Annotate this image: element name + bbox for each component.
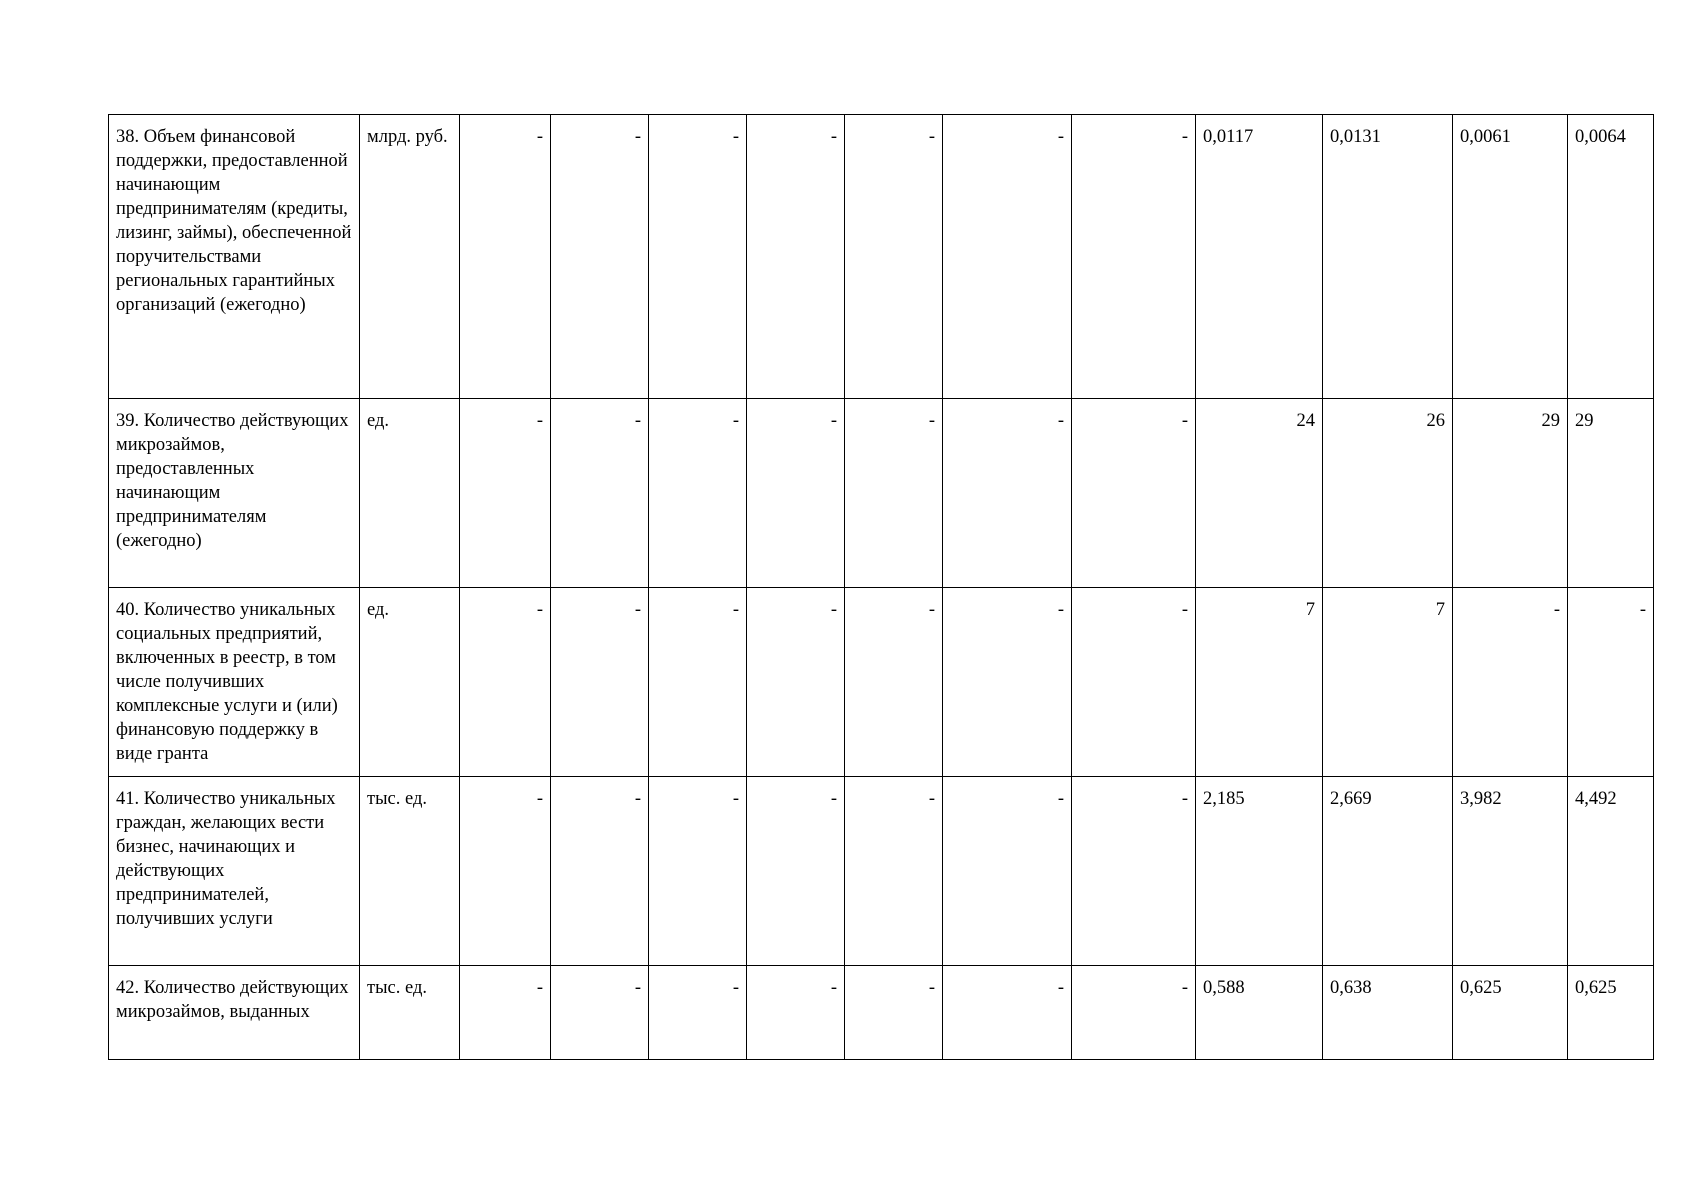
unit-cell: ед.: [360, 588, 460, 777]
unit-cell: млрд. руб.: [360, 115, 460, 399]
value-cell: 2,185: [1196, 777, 1323, 966]
value-cell: -: [845, 399, 943, 588]
value-cell: 29: [1453, 399, 1568, 588]
value-cell: 0,625: [1568, 966, 1654, 1060]
value-cell: 3,982: [1453, 777, 1568, 966]
value-cell: 29: [1568, 399, 1654, 588]
value-cell: 0,0117: [1196, 115, 1323, 399]
value-cell: 2,669: [1323, 777, 1453, 966]
value-cell: -: [943, 115, 1072, 399]
table-row: [109, 115, 1654, 399]
value-cell: -: [747, 115, 845, 399]
value-cell: -: [747, 399, 845, 588]
value-cell: 0,0061: [1453, 115, 1568, 399]
value-cell: -: [747, 966, 845, 1060]
value-cell: -: [1072, 399, 1196, 588]
indicator-cell: 41. Количество уникальных граждан, желающих вести бизнес, начинающих и действующих предпринимателей, получивших услуги: [109, 777, 360, 966]
value-cell: 0,625: [1453, 966, 1568, 1060]
indicator-cell: 40. Количество уникальных социальных предприятий, включенных в реестр, в том числе получивших комплексные услуги и (или) финансовую поддержку в виде гранта: [109, 588, 360, 777]
indicator-cell: 42. Количество действующих микрозаймов, выданных: [109, 966, 360, 1060]
value-cell: 0,638: [1323, 966, 1453, 1060]
value-cell: -: [943, 588, 1072, 777]
value-cell: -: [1072, 966, 1196, 1060]
value-cell: -: [551, 966, 649, 1060]
table-row: [109, 966, 1654, 1060]
value-cell: 0,0064: [1568, 115, 1654, 399]
value-cell: 7: [1323, 588, 1453, 777]
value-cell: -: [551, 115, 649, 399]
value-cell: -: [460, 966, 551, 1060]
value-cell: -: [845, 966, 943, 1060]
value-cell: -: [747, 777, 845, 966]
value-cell: -: [460, 115, 551, 399]
unit-cell: ед.: [360, 399, 460, 588]
table-row: [109, 399, 1654, 588]
value-cell: -: [1072, 777, 1196, 966]
value-cell: -: [551, 777, 649, 966]
value-cell: -: [943, 966, 1072, 1060]
table-row: [109, 588, 1654, 777]
value-cell: -: [845, 777, 943, 966]
value-cell: 4,492: [1568, 777, 1654, 966]
value-cell: -: [460, 777, 551, 966]
value-cell: -: [460, 399, 551, 588]
value-cell: -: [943, 777, 1072, 966]
indicator-cell: 39. Количество действующих микрозаймов, предоставленных начинающим предпринимателям (ежегодно): [109, 399, 360, 588]
value-cell: -: [845, 115, 943, 399]
value-cell: 24: [1196, 399, 1323, 588]
indicators-table: [108, 114, 1654, 1060]
value-cell: 26: [1323, 399, 1453, 588]
value-cell: -: [1072, 115, 1196, 399]
value-cell: 7: [1196, 588, 1323, 777]
value-cell: -: [551, 588, 649, 777]
value-cell: 0,588: [1196, 966, 1323, 1060]
value-cell: -: [747, 588, 845, 777]
value-cell: -: [943, 399, 1072, 588]
value-cell: -: [649, 399, 747, 588]
value-cell: -: [649, 966, 747, 1060]
value-cell: -: [551, 399, 649, 588]
value-cell: 0,0131: [1323, 115, 1453, 399]
indicator-cell: 38. Объем финансовой поддержки, предоставленной начинающим предпринимателям (кредиты, лизинг, займы), обеспеченной поручительствами региональных гарантийных организаций (ежегодно): [109, 115, 360, 399]
value-cell: -: [845, 588, 943, 777]
value-cell: -: [1568, 588, 1654, 777]
value-cell: -: [649, 777, 747, 966]
value-cell: -: [649, 588, 747, 777]
unit-cell: тыс. ед.: [360, 966, 460, 1060]
value-cell: -: [1072, 588, 1196, 777]
unit-cell: тыс. ед.: [360, 777, 460, 966]
value-cell: -: [1453, 588, 1568, 777]
value-cell: -: [649, 115, 747, 399]
value-cell: -: [460, 588, 551, 777]
table-row: [109, 777, 1654, 966]
